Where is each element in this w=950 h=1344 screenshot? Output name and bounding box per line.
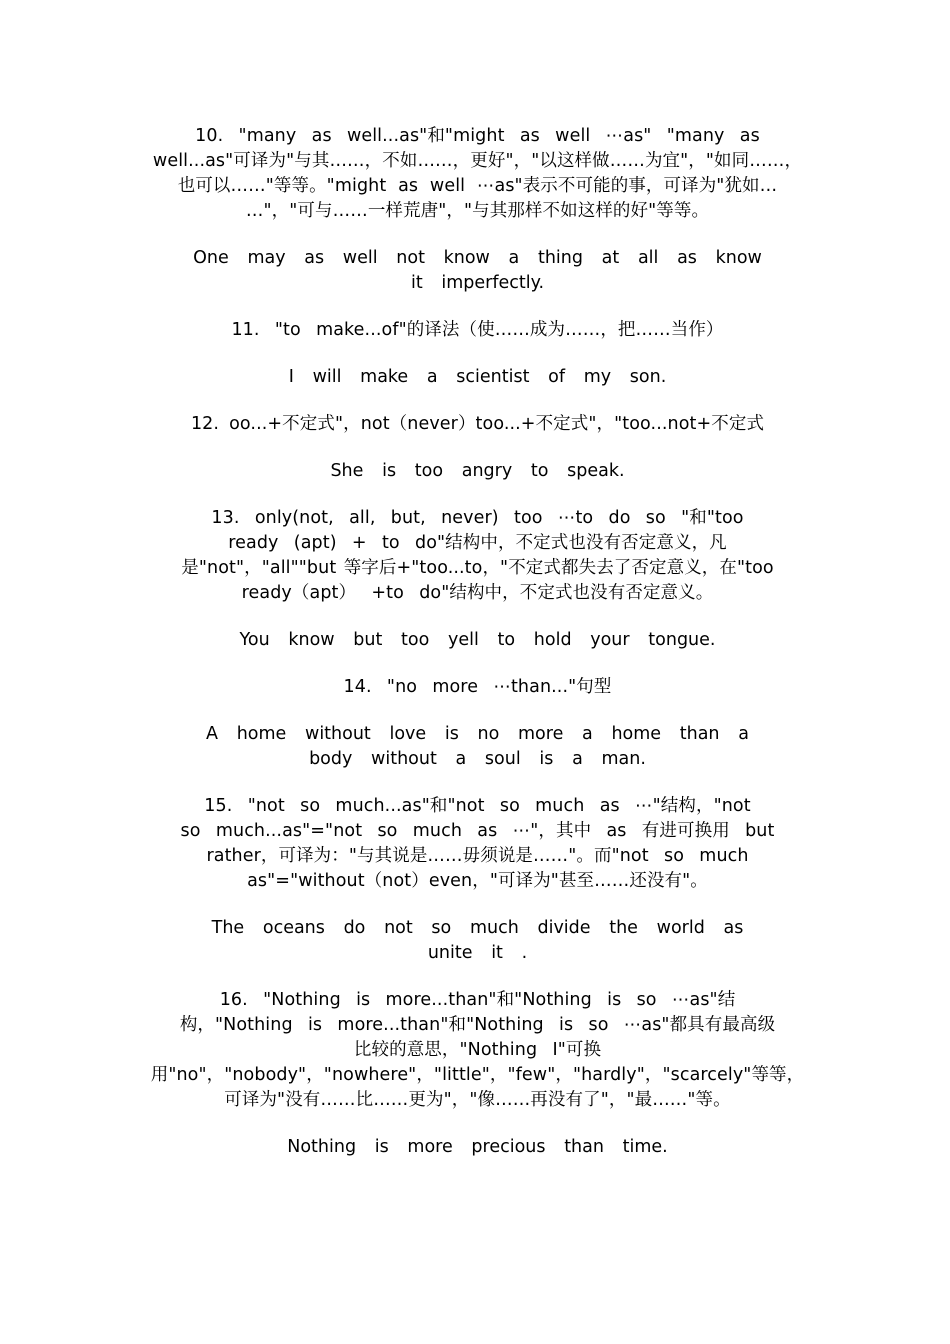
rule-text [145,794,810,894]
example-sentence [145,722,810,772]
text-line: body without a soul is a man. [309,749,646,769]
text-line: 也可以……"等等。"might as well ⋯as"表示不可能的事，可译为"犹如… [177,176,778,196]
text-line: ready (apt) + to do"结构中，不定式也没有否定意义，凡 [228,533,727,553]
text-line: well...as"可译为"与其……，不如……，更好"，"以这样做……为宜"，"如同……， [152,151,803,171]
entry-12 [145,412,810,484]
text-line: A home without love is no more a home than a [206,724,749,744]
text-line: 比较的意思，"Nothing I"可换 [353,1040,602,1060]
example-sentence [145,916,810,966]
entry-13 [145,506,810,653]
text-line: unite it . [427,943,528,963]
text-line: 用"no"，"nobody"，"nowhere"，"little"，"few"，"hardly"，"scarcely"等等， [150,1065,805,1085]
text-line: 15. "not so much...as"和"not so much as ⋯"结构，"not [204,796,751,816]
entry-15 [145,794,810,966]
text-line: 11. "to make...of"的译法（使……成为……，把……当作） [231,320,724,340]
text-line: The oceans do not so much divide the world as [211,918,744,938]
text-line: 12. oo...+不定式"，not（never）too...+不定式"，"too...not+不定式 [190,414,765,434]
rule-text [145,506,810,606]
text-line: 10. "many as well...as"和"might as well ⋯as" "many as [195,126,760,146]
example-sentence [145,365,810,390]
entry-11 [145,318,810,390]
example-sentence [145,246,810,296]
rule-text [145,988,810,1113]
example-sentence [145,1135,810,1160]
text-line: 13. only(not, all, but, never) too ⋯to do so "和"too [211,508,744,528]
text-line: She is too angry to speak. [330,461,625,481]
rule-text [145,124,810,224]
text-line: You know but too yell to hold your tongue. [239,630,716,650]
rule-text [145,675,810,700]
text-line: it imperfectly. [410,273,545,293]
text-line: 是"not"，"all""but 等字后+"too...to，"不定式都失去了否定意义，在"too [181,558,774,578]
entry-14 [145,675,810,772]
rule-text [145,318,810,343]
entry-16 [145,988,810,1160]
text-line: 构，"Nothing is more...than"和"Nothing is so ⋯as"都具有最高级 [179,1015,776,1035]
text-line: …"，"可与……一样荒唐"，"与其那样不如这样的好"等等。 [245,201,710,221]
rule-text [145,412,810,437]
example-sentence [145,459,810,484]
entry-10 [145,124,810,296]
example-sentence [145,628,810,653]
text-line: so much...as"="not so much as ⋯"，其中 as 有进可换用 but [180,821,775,841]
text-line: Nothing is more precious than time. [287,1137,668,1157]
text-line: One may as well not know a thing at all as know [193,248,762,268]
text-line: 16. "Nothing is more...than"和"Nothing is so ⋯as"结 [219,990,736,1010]
text-line: 可译为"没有……比……更为"，"像……再没有了"，"最……"等。 [224,1090,731,1110]
text-line: as"="without（not）even，"可译为"甚至……还没有"。 [247,871,708,891]
text-line: rather，可译为："与其说是……毋须说是……"。而"not so much [206,846,749,866]
text-line: 14. "no more ⋯than..."句型 [343,677,612,697]
text-line: ready（apt） +to do"结构中，不定式也没有否定意义。 [241,583,714,603]
document-page [145,124,810,1160]
text-line: I will make a scientist of my son. [288,367,667,387]
